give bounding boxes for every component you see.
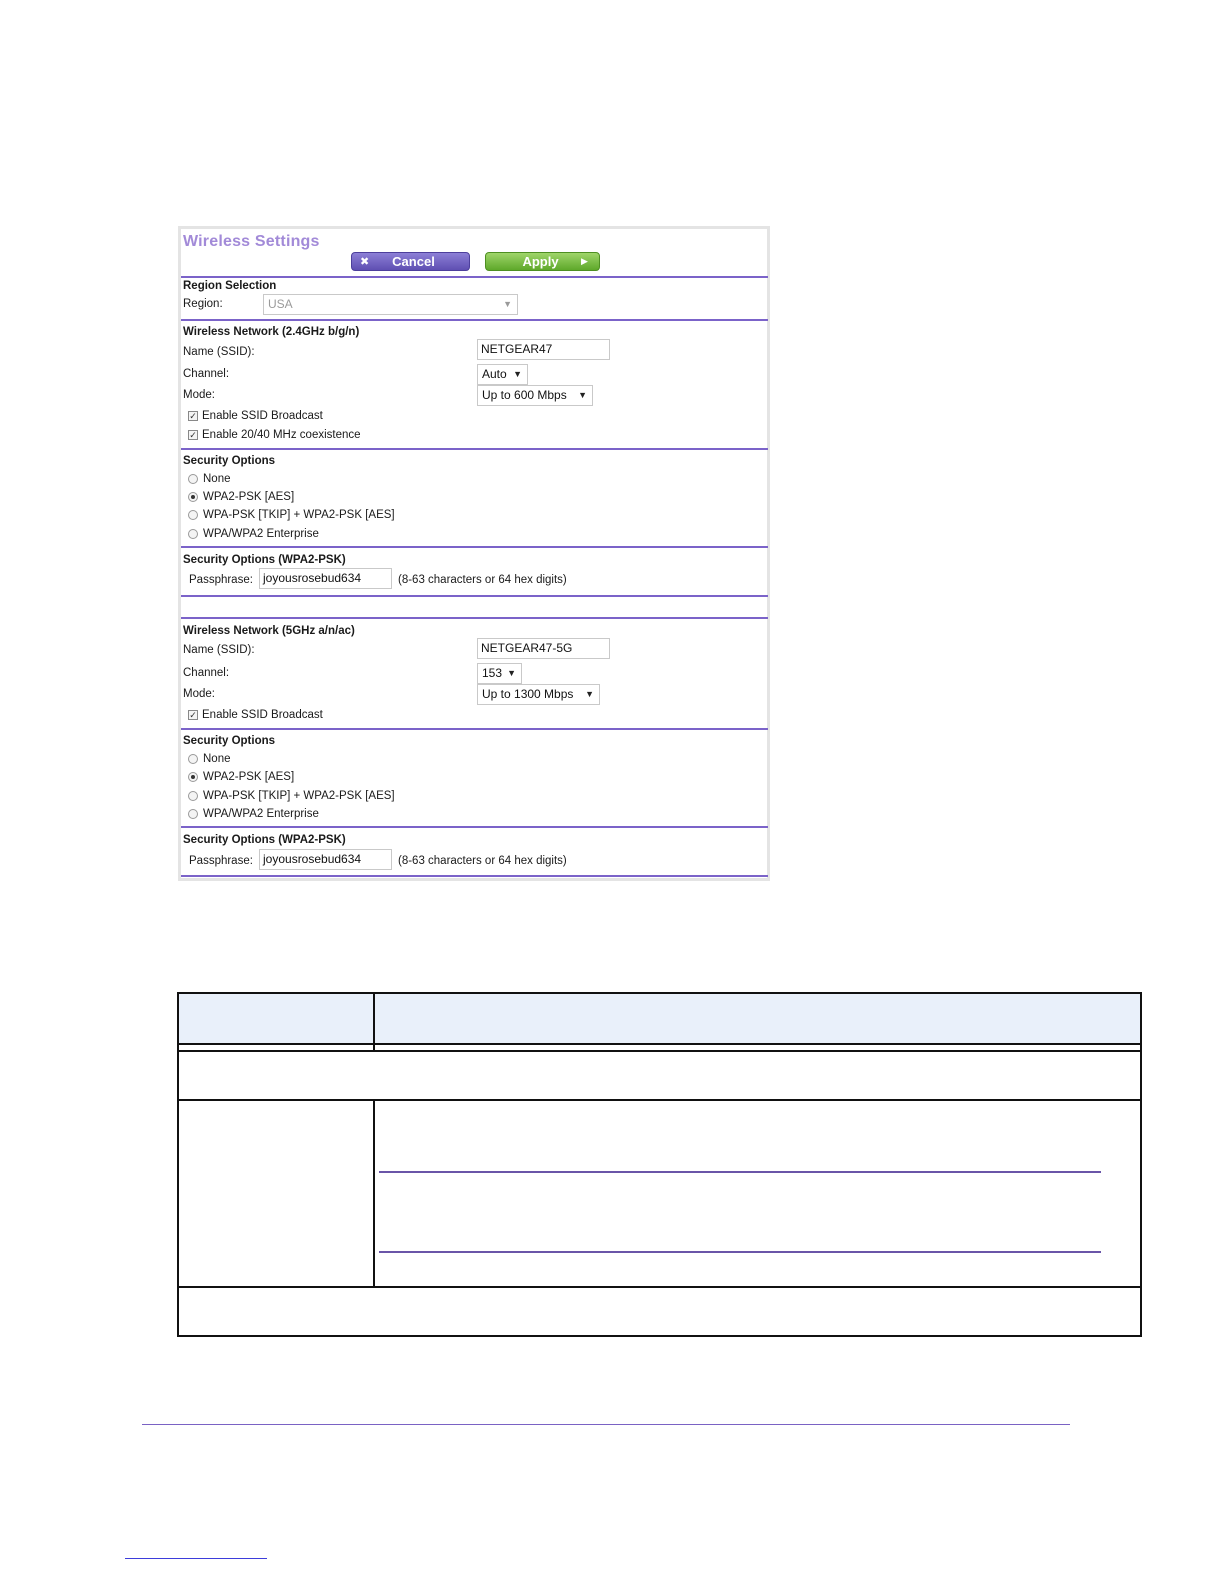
note-divider (379, 1171, 1101, 1173)
section-divider (181, 617, 768, 619)
sec24-radio-wpa-mixed[interactable] (188, 509, 395, 521)
table-rule (179, 1099, 1140, 1101)
sec24-option-label: WPA/WPA2 Enterprise (203, 528, 319, 540)
net5-ssid-label: Name (SSID): (183, 644, 255, 656)
sec5-option-label: WPA-PSK [TKIP] + WPA2-PSK [AES] (203, 790, 395, 802)
checkbox-checked-icon: ✓ (189, 430, 197, 440)
radio-icon (188, 809, 198, 819)
net5-channel-label: Channel: (183, 667, 230, 679)
sec5-radio-wpa2-psk[interactable] (188, 771, 294, 783)
note-divider (379, 1251, 1101, 1253)
radio-icon (188, 754, 198, 764)
checkbox-checked-icon: ✓ (189, 710, 197, 720)
checkbox-checked-icon: ✓ (189, 411, 197, 421)
sec5-option-label: WPA/WPA2 Enterprise (203, 808, 319, 820)
section-divider (181, 595, 768, 597)
section-divider (181, 546, 768, 548)
footer-rule (142, 1424, 1070, 1425)
net24-channel-value: Auto (482, 367, 507, 381)
table-column-divider (373, 1099, 375, 1286)
sec24-option-label: WPA-PSK [TKIP] + WPA2-PSK [AES] (203, 509, 395, 521)
sec5-radio-enterprise[interactable] (188, 808, 319, 820)
close-icon: ✖ (360, 256, 370, 268)
settings-description-table (177, 992, 1142, 1337)
arrow-right-icon: ▶ (581, 256, 588, 266)
psk5-pass-label: Passphrase: (189, 855, 253, 867)
net5-ssid-broadcast-label: Enable SSID Broadcast (202, 709, 323, 721)
section-divider (181, 276, 768, 278)
radio-icon (188, 474, 198, 484)
net5-channel-value: 153 (482, 666, 503, 680)
sec5-option-label: WPA2-PSK [AES] (203, 771, 295, 783)
net5-mode-select[interactable] (477, 684, 600, 705)
chevron-down-icon: ▼ (578, 390, 587, 400)
footer-link-underline (125, 1558, 267, 1559)
apply-button[interactable] (485, 252, 600, 271)
net24-ssid-broadcast-label: Enable SSID Broadcast (202, 410, 323, 422)
psk5-passphrase-input[interactable]: joyousrosebud634 (259, 849, 392, 870)
table-header-row (179, 994, 1140, 1043)
section-divider (181, 728, 768, 730)
psk24-hint: (8-63 characters or 64 hex digits) (398, 574, 567, 586)
table-rule (179, 1050, 1140, 1052)
sec24-radio-wpa2-psk[interactable] (188, 491, 294, 503)
radio-icon (188, 791, 198, 801)
table-column-divider (373, 994, 375, 1050)
apply-button-label: Apply (522, 254, 559, 269)
psk24-pass-label: Passphrase: (189, 574, 253, 586)
psk5-heading: Security Options (WPA2-PSK) (183, 834, 346, 846)
net24-channel-select[interactable] (477, 364, 528, 385)
psk5-hint: (8-63 characters or 64 hex digits) (398, 855, 567, 867)
sec5-radio-wpa-mixed[interactable] (188, 790, 395, 802)
sec5-option-label: None (203, 753, 231, 765)
net24-coexistence-checkbox[interactable] (188, 429, 361, 441)
net5-ssid-input[interactable]: NETGEAR47-5G (477, 638, 610, 659)
radio-icon (188, 510, 198, 520)
wireless-settings-panel (178, 226, 770, 881)
radio-selected-icon (188, 492, 198, 502)
radio-icon (188, 529, 198, 539)
net24-ssid-broadcast-checkbox[interactable] (188, 410, 323, 422)
table-rule (179, 1043, 1140, 1045)
psk24-heading: Security Options (WPA2-PSK) (183, 554, 346, 566)
cancel-button[interactable] (351, 252, 470, 271)
region-select[interactable] (263, 294, 518, 315)
region-label: Region: (183, 298, 223, 310)
net24-heading: Wireless Network (2.4GHz b/g/n) (183, 326, 360, 338)
net24-mode-label: Mode: (183, 389, 215, 401)
sec24-option-label: None (203, 473, 231, 485)
net24-coexistence-label: Enable 20/40 MHz coexistence (202, 429, 361, 441)
net5-heading: Wireless Network (5GHz a/n/ac) (183, 625, 355, 637)
chevron-down-icon: ▼ (507, 668, 516, 678)
page-title: Wireless Settings (183, 233, 320, 250)
sec24-option-label: WPA2-PSK [AES] (203, 491, 295, 503)
net5-mode-label: Mode: (183, 688, 215, 700)
cancel-button-label: Cancel (392, 254, 435, 269)
net24-ssid-input[interactable]: NETGEAR47 (477, 339, 610, 360)
psk24-passphrase-input[interactable]: joyousrosebud634 (259, 568, 392, 589)
net24-channel-label: Channel: (183, 368, 230, 380)
net5-ssid-broadcast-checkbox[interactable] (188, 709, 323, 721)
section-divider (181, 875, 768, 877)
table-rule (179, 1286, 1140, 1288)
sec5-radio-none[interactable] (188, 753, 231, 765)
region-value: USA (268, 297, 293, 311)
chevron-down-icon: ▼ (503, 299, 512, 309)
sec24-radio-enterprise[interactable] (188, 528, 319, 540)
sec24-radio-none[interactable] (188, 473, 231, 485)
section-divider (181, 826, 768, 828)
sec24-heading: Security Options (183, 455, 276, 467)
region-heading: Region Selection (183, 280, 277, 292)
radio-selected-icon (188, 772, 198, 782)
net5-channel-select[interactable] (477, 663, 522, 684)
section-divider (181, 448, 768, 450)
net24-mode-select[interactable] (477, 385, 593, 406)
net24-mode-value: Up to 600 Mbps (482, 388, 567, 402)
chevron-down-icon: ▼ (585, 689, 594, 699)
chevron-down-icon: ▼ (513, 369, 522, 379)
net24-ssid-label: Name (SSID): (183, 346, 255, 358)
sec5-heading: Security Options (183, 735, 276, 747)
section-divider (181, 319, 768, 321)
net5-mode-value: Up to 1300 Mbps (482, 687, 574, 701)
